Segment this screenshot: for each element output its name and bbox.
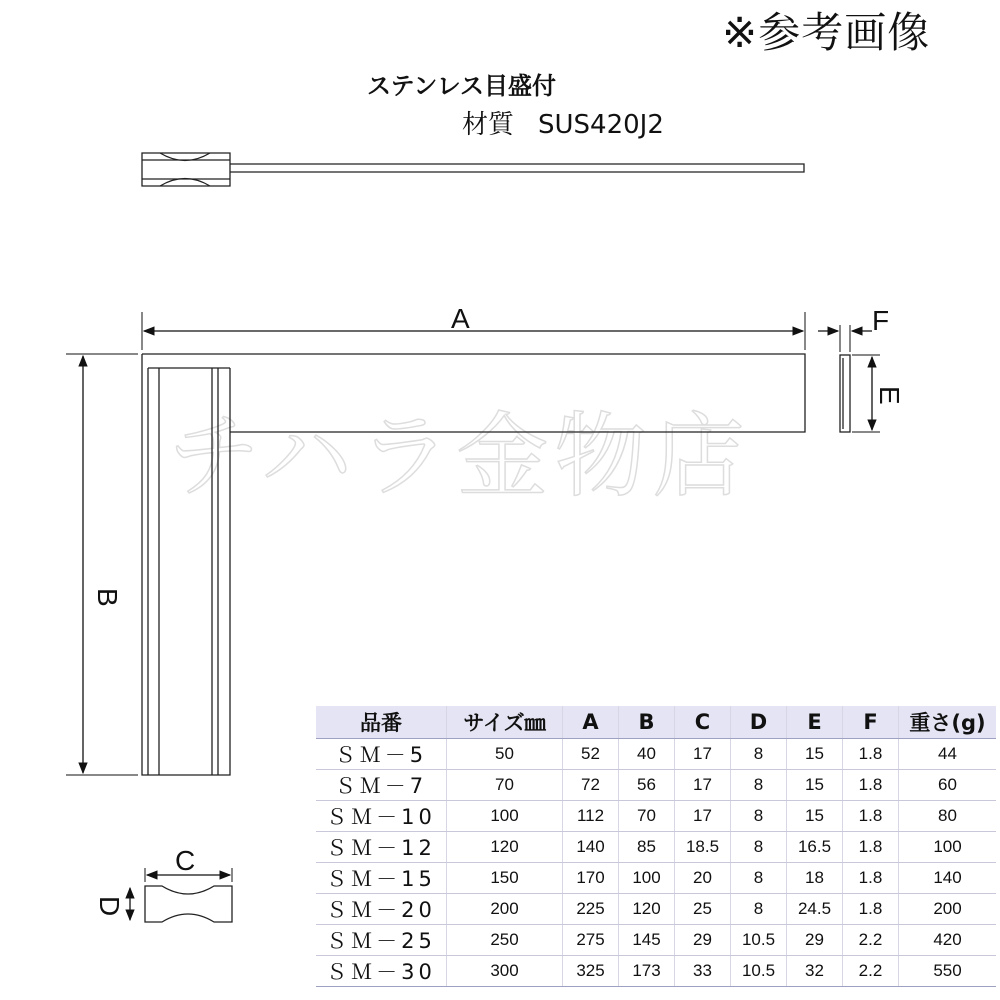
header-weight: 重さ(g) <box>899 706 997 739</box>
label-f: F <box>872 305 890 336</box>
cell-e: 15 <box>787 770 843 801</box>
cell-size: 100 <box>447 801 563 832</box>
cell-d: 8 <box>731 770 787 801</box>
cell-f: 1.8 <box>843 739 899 770</box>
cell-b: 100 <box>619 863 675 894</box>
cell-e: 15 <box>787 739 843 770</box>
label-d: D <box>94 896 125 917</box>
cell-d: 10.5 <box>731 956 787 987</box>
cell-part-number: ＳＭ－12 <box>316 832 447 863</box>
cell-e: 15 <box>787 801 843 832</box>
cell-f: 2.2 <box>843 925 899 956</box>
cell-a: 225 <box>563 894 619 925</box>
table-row <box>316 739 996 770</box>
cell-c: 20 <box>675 863 731 894</box>
table-row <box>316 863 996 894</box>
table-row <box>316 801 996 832</box>
cell-weight: 420 <box>899 925 997 956</box>
cell-f: 1.8 <box>843 832 899 863</box>
cell-part-number: ＳＭ－20 <box>316 894 447 925</box>
cell-e: 24.5 <box>787 894 843 925</box>
cell-c: 17 <box>675 739 731 770</box>
cell-size: 250 <box>447 925 563 956</box>
table-row <box>316 832 996 863</box>
table-row <box>316 956 996 987</box>
cell-size: 70 <box>447 770 563 801</box>
label-c: C <box>175 845 196 876</box>
cell-f: 1.8 <box>843 863 899 894</box>
header-e: E <box>787 706 843 739</box>
header-c: C <box>675 706 731 739</box>
table-row <box>316 925 996 956</box>
cell-weight: 140 <box>899 863 997 894</box>
cell-d: 8 <box>731 801 787 832</box>
label-b: B <box>92 588 123 607</box>
table-row <box>316 770 996 801</box>
header-size: サイズ㎜ <box>447 706 563 739</box>
cell-a: 72 <box>563 770 619 801</box>
cell-part-number: ＳＭ－5 <box>316 739 447 770</box>
table-row <box>316 894 996 925</box>
cell-f: 1.8 <box>843 770 899 801</box>
cell-a: 275 <box>563 925 619 956</box>
cell-weight: 80 <box>899 801 997 832</box>
cell-weight: 60 <box>899 770 997 801</box>
label-a: A <box>451 303 470 334</box>
cell-f: 1.8 <box>843 801 899 832</box>
cell-a: 140 <box>563 832 619 863</box>
cell-part-number: ＳＭ－25 <box>316 925 447 956</box>
cell-e: 29 <box>787 925 843 956</box>
cell-b: 56 <box>619 770 675 801</box>
cell-b: 40 <box>619 739 675 770</box>
top-view <box>142 153 804 186</box>
cell-size: 300 <box>447 956 563 987</box>
cell-c: 29 <box>675 925 731 956</box>
cell-size: 120 <box>447 832 563 863</box>
cell-e: 32 <box>787 956 843 987</box>
cell-c: 17 <box>675 770 731 801</box>
cell-a: 52 <box>563 739 619 770</box>
material-value: SUS420J2 <box>538 110 664 140</box>
cell-size: 50 <box>447 739 563 770</box>
cell-weight: 100 <box>899 832 997 863</box>
cell-d: 10.5 <box>731 925 787 956</box>
table-header-row <box>316 706 996 739</box>
cell-part-number: ＳＭ－10 <box>316 801 447 832</box>
blade-end-view <box>840 355 850 432</box>
cell-a: 325 <box>563 956 619 987</box>
cell-b: 85 <box>619 832 675 863</box>
cell-b: 173 <box>619 956 675 987</box>
cell-f: 2.2 <box>843 956 899 987</box>
stock-section-view <box>145 886 232 922</box>
cell-b: 70 <box>619 801 675 832</box>
header-part-number: 品番 <box>316 706 447 739</box>
cell-b: 145 <box>619 925 675 956</box>
cell-d: 8 <box>731 832 787 863</box>
header-f: F <box>843 706 899 739</box>
cell-size: 150 <box>447 863 563 894</box>
header-b: B <box>619 706 675 739</box>
shop-watermark: チハラ金物店 <box>168 403 751 510</box>
cell-a: 112 <box>563 801 619 832</box>
cell-weight: 200 <box>899 894 997 925</box>
cell-d: 8 <box>731 739 787 770</box>
cell-c: 18.5 <box>675 832 731 863</box>
cell-size: 200 <box>447 894 563 925</box>
cell-b: 120 <box>619 894 675 925</box>
cell-a: 170 <box>563 863 619 894</box>
cell-part-number: ＳＭ－15 <box>316 863 447 894</box>
label-e: E <box>874 386 905 405</box>
cell-part-number: ＳＭ－7 <box>316 770 447 801</box>
reference-image-note: ※参考画像 <box>722 8 931 57</box>
cell-d: 8 <box>731 863 787 894</box>
product-title: ステンレス目盛付 <box>367 72 556 100</box>
spec-table <box>316 706 996 987</box>
cell-part-number: ＳＭ－30 <box>316 956 447 987</box>
cell-c: 17 <box>675 801 731 832</box>
cell-c: 25 <box>675 894 731 925</box>
cell-weight: 44 <box>899 739 997 770</box>
cell-e: 16.5 <box>787 832 843 863</box>
cell-d: 8 <box>731 894 787 925</box>
material-label: 材質 <box>462 110 515 140</box>
header-a: A <box>563 706 619 739</box>
cell-weight: 550 <box>899 956 997 987</box>
header-d: D <box>731 706 787 739</box>
cell-f: 1.8 <box>843 894 899 925</box>
cell-c: 33 <box>675 956 731 987</box>
cell-e: 18 <box>787 863 843 894</box>
